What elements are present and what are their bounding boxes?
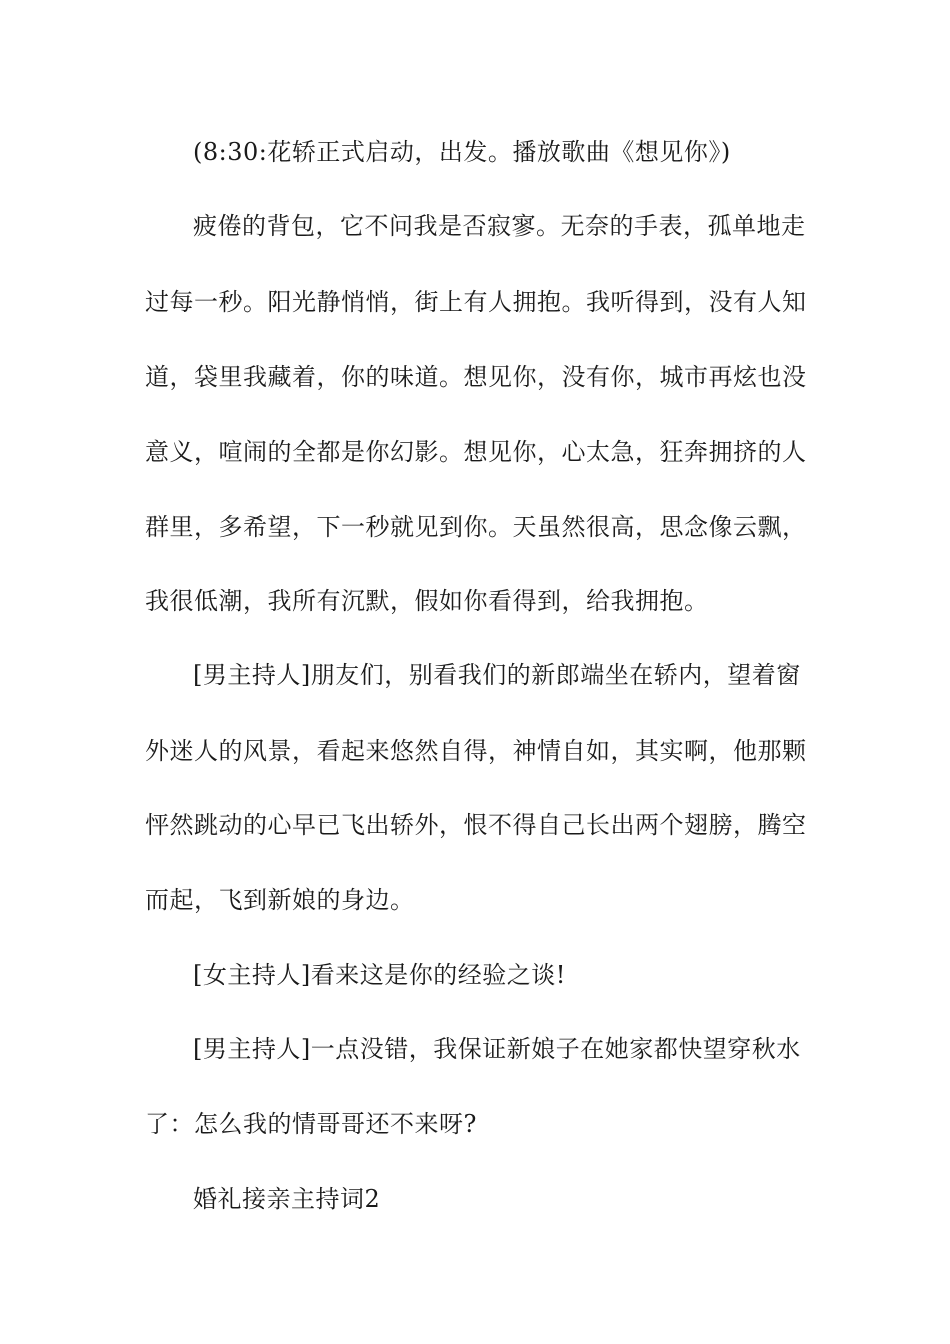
male-host-speech-line-3: 怦然跳动的心早已飞出轿外，恨不得自己长出两个翅膀，腾空 [145, 811, 807, 839]
lyrics-line-2: 过每一秒。阳光静悄悄，街上有人拥抱。我听得到，没有人知 [145, 288, 807, 316]
lyrics-line-6: 我很低潮，我所有沉默，假如你看得到，给我拥抱。 [145, 587, 709, 615]
lyrics-line-1: 疲倦的背包，它不问我是否寂寥。无奈的手表，孤单地走 [193, 212, 806, 240]
section-heading: 婚礼接亲主持词2 [193, 1185, 381, 1213]
male-host-speech-line-2: 外迷人的风景，看起来悠然自得，神情自如，其实啊，他那颗 [145, 737, 807, 765]
lyrics-line-3: 道，袋里我藏着，你的味道。想见你，没有你，城市再炫也没 [145, 363, 807, 391]
female-host-speech: [女主持人]看来这是你的经验之谈! [193, 961, 566, 989]
lyrics-line-4: 意义，喧闹的全都是你幻影。想见你，心太急，狂奔拥挤的人 [145, 438, 807, 466]
schedule-note: (8:30:花轿正式启动，出发。播放歌曲《想见你》) [193, 138, 731, 166]
male-host-reply-line-2: 了：怎么我的情哥哥还不来呀? [145, 1110, 477, 1138]
male-host-reply-line-1: [男主持人]一点没错，我保证新娘子在她家都快望穿秋水 [193, 1035, 801, 1063]
male-host-speech-line-4: 而起，飞到新娘的身边。 [145, 886, 415, 914]
lyrics-line-5: 群里，多希望，下一秒就见到你。天虽然很高，思念像云飘， [145, 513, 807, 541]
male-host-speech-line-1: [男主持人]朋友们，别看我们的新郎端坐在轿内，望着窗 [193, 661, 801, 689]
